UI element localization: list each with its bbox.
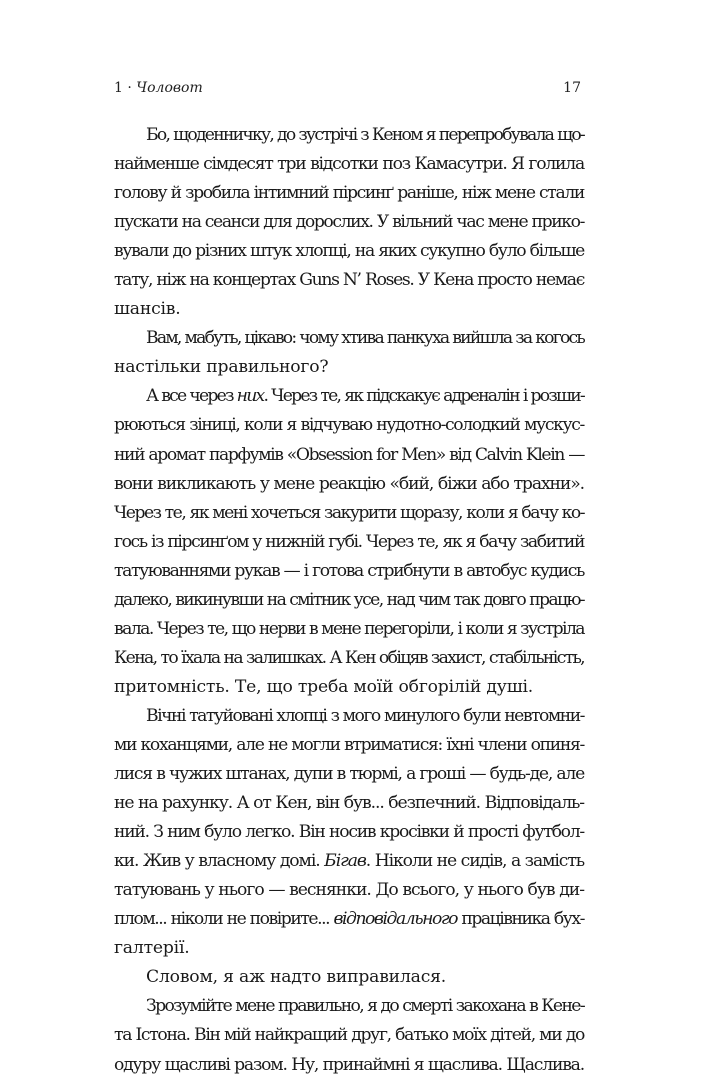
text-line — [114, 760, 584, 789]
text-segment: Зрозумійте мене правильно, я до смерті закохана в Кене- — [146, 996, 584, 1017]
text-segment: настільки правильного? — [114, 357, 329, 378]
text-segment: Через те, як мені хочеться закурити щоразу, коли я бачу ко- — [114, 502, 584, 523]
text-segment: рюються зіниці, коли я відчуваю нудотно-солодкий мускус- — [114, 415, 584, 436]
text-segment: Вам, мабуть, цікаво: чому хтива панкуха вийшла за когось — [146, 328, 584, 349]
text-line — [114, 150, 584, 179]
text-line — [114, 441, 584, 470]
text-line — [114, 470, 584, 499]
text-segment: притомність. Те, що треба моїй обгорілій душі. — [114, 676, 534, 697]
text-line — [114, 789, 584, 818]
italic-text: них — [236, 386, 264, 407]
text-segment: А все через — [146, 386, 237, 407]
text-segment: вала. Через те, що нерви в мене перегоріли, і коли я зустріла — [114, 618, 584, 639]
text-segment: гось із пірсинґом у нижній губі. Через те, як я бачу забитий — [114, 531, 584, 552]
text-segment: не на рахунку. А от Кен, він був... безпечний. Відповідаль- — [114, 793, 584, 814]
text-segment: ми коханцями, але не могли втриматися: їхні члени опиня- — [114, 734, 584, 755]
text-segment: ний аромат парфумів «Obsession for Men» від Calvin Klein — — [114, 444, 584, 465]
text-line — [114, 876, 584, 905]
text-segment: ний. З ним було легко. Він носив кросівки й прості футбол- — [114, 822, 584, 843]
text-segment: Кена, то їхала на залишках. А Кен обіцяв захист, стабільність, — [114, 647, 584, 668]
text-line — [114, 528, 584, 557]
text-line — [114, 237, 584, 266]
text-segment: голову й зробила інтимний пірсинґ раніше, ніж мене стали — [114, 183, 584, 204]
italic-text: Бігав — [324, 851, 366, 872]
text-segment: Вічні татуйовані хлопці з мого минулого були невтомни- — [146, 705, 584, 726]
text-line — [114, 586, 584, 615]
text-segment: . Через те, як підскакує адреналін і розши- — [263, 386, 584, 407]
text-line — [114, 499, 584, 528]
text-segment: пускати на сеанси для дорослих. У вільний час мене прико- — [114, 212, 584, 233]
text-line — [114, 934, 584, 963]
text-segment: тату, ніж на концертах Guns N’ Roses. У Кена просто немає — [114, 270, 584, 291]
running-head — [114, 80, 203, 96]
chapter-number: 1 — [114, 80, 123, 96]
text-segment: лися в чужих штанах, дупи в тюрмі, а гроші — будь-де, але — [114, 764, 584, 785]
text-segment: галтерії. — [114, 938, 190, 959]
text-line — [114, 121, 584, 150]
text-line — [114, 411, 584, 440]
text-segment: . Ніколи не сидів, а замість — [365, 851, 584, 872]
text-line — [114, 847, 584, 876]
text-line — [114, 963, 584, 992]
text-segment: вували до різних штук хлопці, на яких сукупно було більше — [114, 241, 584, 262]
text-line — [114, 382, 584, 411]
text-line — [114, 673, 584, 702]
text-line — [114, 731, 584, 760]
text-line — [114, 353, 584, 382]
text-segment: одуру щасливі разом. Ну, принаймні я щаслива. Щаслива. — [114, 1054, 584, 1075]
text-segment: плом... ніколи не повірите... — [114, 909, 334, 930]
text-segment: далеко, викинувши на смітник усе, над чим так довго працю- — [114, 589, 584, 610]
text-segment: найменше сімдесят три відсотки поз Камасутри. Я голила — [114, 154, 584, 175]
header-separator: · — [122, 80, 137, 96]
text-line — [114, 1021, 584, 1050]
text-segment: вони викликають у мене реакцію «бий, біжи або трахни». — [114, 473, 584, 494]
body-text — [114, 121, 584, 1080]
text-line — [114, 702, 584, 731]
text-segment: шансів. — [114, 299, 181, 320]
italic-text: відповідального — [333, 909, 457, 930]
text-segment: працівника бух- — [456, 909, 584, 930]
text-line — [114, 992, 584, 1021]
text-line — [114, 324, 584, 353]
text-line — [114, 644, 584, 673]
text-line — [114, 905, 584, 934]
text-line — [114, 557, 584, 586]
text-line — [114, 615, 584, 644]
text-line — [114, 818, 584, 847]
text-line — [114, 208, 584, 237]
text-line — [114, 179, 584, 208]
text-segment: ки. Жив у власному домі. — [114, 851, 325, 872]
text-line — [114, 266, 584, 295]
text-segment: татуювань у нього — веснянки. До всього, у нього був ди- — [114, 880, 584, 901]
text-segment: Словом, я аж надто виправилася. — [146, 967, 447, 988]
page-number: 17 — [563, 80, 581, 96]
text-segment: Бо, щоденничку, до зустрічі з Кеном я перепробувала що- — [146, 125, 584, 145]
text-line — [114, 295, 584, 324]
text-line — [114, 1051, 584, 1080]
text-segment: татуюваннями рукав — і готова стрибнути в автобус кудись — [114, 560, 584, 581]
text-segment: та Істона. Він мій найкращий друг, батько моїх дітей, ми до — [114, 1025, 584, 1046]
chapter-title: Чоловот — [136, 80, 203, 96]
